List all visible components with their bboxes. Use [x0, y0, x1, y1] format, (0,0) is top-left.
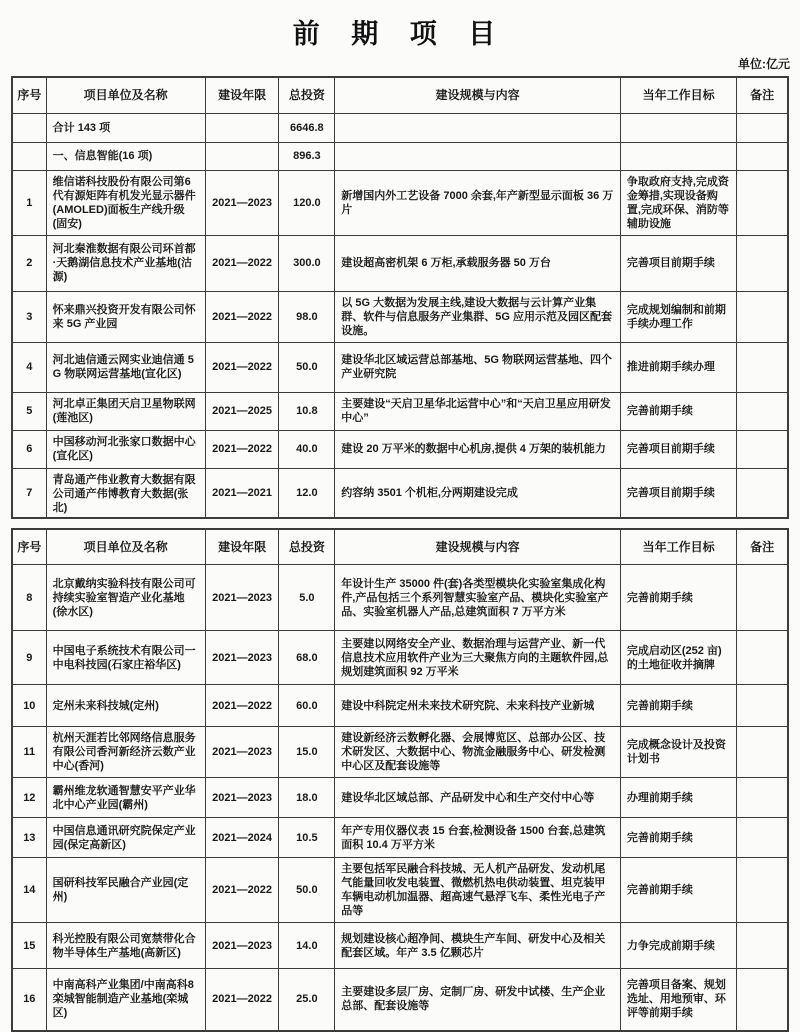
cell-goal: 力争完成前期手续 — [620, 923, 736, 969]
projects-table-1 — [11, 76, 789, 519]
cell-investment: 10.5 — [279, 818, 335, 858]
cell-goal: 完成概念设计及投资计划书 — [620, 727, 736, 778]
cell-investment: 50.0 — [279, 342, 335, 392]
table-row — [12, 969, 788, 1031]
cell-years: 2021—2022 — [205, 685, 279, 727]
cell-years: 2021—2022 — [205, 969, 279, 1031]
cell-investment: 5.0 — [279, 565, 335, 631]
table-row — [12, 430, 788, 468]
table-row — [12, 291, 788, 342]
table-row — [12, 392, 788, 430]
col-header-goal: 当年工作目标 — [620, 529, 736, 565]
cell-investment: 40.0 — [279, 430, 335, 468]
col-header-seq: 序号 — [12, 529, 46, 565]
table-row — [12, 468, 788, 518]
cell-name: 怀来鼎兴投资开发有限公司怀来 5G 产业园 — [46, 291, 205, 342]
cell-name: 维信诺科技股份有限公司第6代有源矩阵有机发光显示器件(AMOLED)面板生产线升级(固安) — [46, 170, 205, 235]
cell-investment: 68.0 — [279, 631, 335, 685]
cell-seq: 4 — [12, 342, 46, 392]
cell-note — [737, 235, 788, 291]
cell-goal: 完善前期手续 — [620, 392, 736, 430]
cell-goal — [620, 142, 736, 170]
cell-content: 以 5G 大数据为发展主线,建设大数据与云计算产业集群、软件与信息服务产业集群、5G 应用示范及园区配套设施。 — [335, 291, 621, 342]
cell-content — [335, 142, 621, 170]
cell-name: 中国信息通讯研究院保定产业园(保定高新区) — [46, 818, 205, 858]
cell-note — [737, 142, 788, 170]
cell-goal: 完善项目前期手续 — [620, 468, 736, 518]
col-header-content: 建设规模与内容 — [335, 529, 621, 565]
cell-content: 建设华北区域总部、产品研发中心和生产交付中心等 — [335, 778, 621, 818]
cell-note — [737, 778, 788, 818]
cell-name: 一、信息智能(16 项) — [46, 142, 205, 170]
cell-investment: 25.0 — [279, 969, 335, 1031]
cell-seq: 13 — [12, 818, 46, 858]
cell-note — [737, 291, 788, 342]
summary-row-category — [12, 142, 788, 170]
cell-name: 青岛通产伟业教育大数据有限公司通产伟博教育大数据(张北) — [46, 468, 205, 518]
cell-investment: 300.0 — [279, 235, 335, 291]
cell-seq: 2 — [12, 235, 46, 291]
cell-years — [205, 113, 279, 142]
cell-name: 合计 143 项 — [46, 113, 205, 142]
document-page — [0, 12, 800, 1020]
cell-investment: 98.0 — [279, 291, 335, 342]
cell-content: 规划建设核心超净间、模块生产车间、研发中心及相关配套区域。年产 3.5 亿颗芯片 — [335, 923, 621, 969]
cell-goal: 推进前期手续办理 — [620, 342, 736, 392]
cell-years: 2021—2023 — [205, 631, 279, 685]
cell-name: 国研科技军民融合产业园(定州) — [46, 858, 205, 923]
page-title: 前 期 项 目 — [292, 19, 508, 49]
cell-years: 2021—2022 — [205, 342, 279, 392]
cell-note — [737, 565, 788, 631]
cell-name: 杭州天涯若比邻网络信息服务有限公司香河新经济云数产业中心(香河) — [46, 727, 205, 778]
col-header-investment: 总投资 — [279, 529, 335, 565]
cell-years: 2021—2022 — [205, 430, 279, 468]
table-row — [12, 858, 788, 923]
cell-years: 2021—2024 — [205, 818, 279, 858]
cell-years: 2021—2023 — [205, 727, 279, 778]
cell-seq: 5 — [12, 392, 46, 430]
table-row — [12, 170, 788, 235]
cell-investment: 120.0 — [279, 170, 335, 235]
table-header-row — [12, 77, 788, 113]
cell-seq: 16 — [12, 969, 46, 1031]
cell-goal: 完成规划编制和前期手续办理工作 — [620, 291, 736, 342]
col-header-seq: 序号 — [12, 77, 46, 113]
cell-investment: 10.8 — [279, 392, 335, 430]
cell-note — [737, 113, 788, 142]
cell-content: 建设中科院定州未来技术研究院、未来科技产业新城 — [335, 685, 621, 727]
cell-investment: 60.0 — [279, 685, 335, 727]
cell-seq — [12, 113, 46, 142]
cell-seq: 10 — [12, 685, 46, 727]
cell-note — [737, 430, 788, 468]
cell-years: 2021—2021 — [205, 468, 279, 518]
cell-name: 霸州维龙软通智慧安平产业华北中心产业园(霸州) — [46, 778, 205, 818]
cell-years: 2021—2023 — [205, 778, 279, 818]
cell-content: 年设计生产 35000 件(套)各类型模块化实验室集成化构件,产品包括三个系列智慧实验室产品、模块化实验室产品、实验室机器人产品,总建筑面积 7 万平方米 — [335, 565, 621, 631]
cell-goal: 完善项目备案、规划选址、用地预审、环评等前期手续 — [620, 969, 736, 1031]
cell-note — [737, 727, 788, 778]
cell-seq: 1 — [12, 170, 46, 235]
cell-investment: 50.0 — [279, 858, 335, 923]
col-header-investment: 总投资 — [279, 77, 335, 113]
cell-content: 主要建设“天启卫星华北运营中心”和“天启卫星应用研发中心” — [335, 392, 621, 430]
unit-note: 单位:亿元 — [738, 57, 790, 71]
cell-goal: 完善项目前期手续 — [620, 235, 736, 291]
cell-note — [737, 818, 788, 858]
cell-seq: 9 — [12, 631, 46, 685]
cell-investment: 15.0 — [279, 727, 335, 778]
cell-note — [737, 631, 788, 685]
cell-content: 主要建以网络安全产业、数据治理与运营产业、新一代信息技术应用软件产业为三大聚焦方向的主题软件园,总规划建筑面积 92 万平米 — [335, 631, 621, 685]
table-row — [12, 685, 788, 727]
cell-seq: 8 — [12, 565, 46, 631]
cell-note — [737, 392, 788, 430]
cell-goal — [620, 113, 736, 142]
cell-years: 2021—2022 — [205, 858, 279, 923]
cell-content: 主要包括军民融合科技城、无人机产品研发、发动机尾气能量回收发电装置、微燃机热电供动装置、坦克装甲车辆电动机加温器、超高速气悬浮飞车、柔性光电子产品等 — [335, 858, 621, 923]
summary-row-total — [12, 113, 788, 142]
cell-content: 约容纳 3501 个机柜,分两期建设完成 — [335, 468, 621, 518]
cell-content: 建设华北区域运营总部基地、5G 物联网运营基地、四个产业研究院 — [335, 342, 621, 392]
cell-content: 年产专用仪器仪表 15 台套,检测设备 1500 台套,总建筑面积 10.4 万平方米 — [335, 818, 621, 858]
table-row — [12, 727, 788, 778]
cell-seq — [12, 142, 46, 170]
table-header-row — [12, 529, 788, 565]
cell-goal: 争取政府支持,完成资金筹措,实现设备购置,完成环保、消防等辅助设施 — [620, 170, 736, 235]
col-header-goal: 当年工作目标 — [620, 77, 736, 113]
cell-investment: 6646.8 — [279, 113, 335, 142]
cell-investment: 14.0 — [279, 923, 335, 969]
cell-years: 2021—2022 — [205, 235, 279, 291]
cell-content: 建设 20 万平米的数据中心机房,提供 4 万架的装机能力 — [335, 430, 621, 468]
cell-note — [737, 170, 788, 235]
table-row — [12, 565, 788, 631]
cell-note — [737, 685, 788, 727]
table-row — [12, 342, 788, 392]
cell-name: 河北迪信通云网实业迪信通 5G 物联网运营基地(宣化区) — [46, 342, 205, 392]
cell-seq: 7 — [12, 468, 46, 518]
cell-years: 2021—2022 — [205, 291, 279, 342]
cell-years: 2021—2025 — [205, 392, 279, 430]
cell-content: 建设超高密机架 6 万柜,承载服务器 50 万台 — [335, 235, 621, 291]
cell-seq: 12 — [12, 778, 46, 818]
cell-goal: 完善前期手续 — [620, 818, 736, 858]
cell-content — [335, 113, 621, 142]
cell-seq: 14 — [12, 858, 46, 923]
cell-note — [737, 468, 788, 518]
cell-content: 建设新经济云数孵化器、会展博览区、总部办公区、技术研发区、大数据中心、物流金融服务中心、研发检测中心区及配套设施等 — [335, 727, 621, 778]
cell-note — [737, 923, 788, 969]
cell-seq: 3 — [12, 291, 46, 342]
cell-goal: 完善前期手续 — [620, 858, 736, 923]
table-row — [12, 631, 788, 685]
cell-name: 定州未来科技城(定州) — [46, 685, 205, 727]
table-row — [12, 235, 788, 291]
cell-name: 北京戴纳实验科技有限公司可持续实验室智造产业化基地(徐水区) — [46, 565, 205, 631]
cell-years — [205, 142, 279, 170]
cell-investment: 896.3 — [279, 142, 335, 170]
col-header-name: 项目单位及名称 — [46, 77, 205, 113]
cell-years: 2021—2023 — [205, 923, 279, 969]
cell-goal: 完成启动区(252 亩)的土地征收并摘牌 — [620, 631, 736, 685]
cell-investment: 18.0 — [279, 778, 335, 818]
cell-name: 河北卓正集团天启卫星物联网(莲池区) — [46, 392, 205, 430]
cell-years: 2021—2023 — [205, 170, 279, 235]
cell-goal: 办理前期手续 — [620, 778, 736, 818]
cell-name: 中国电子系统技术有限公司一中电科技园(石家庄裕华区) — [46, 631, 205, 685]
cell-note — [737, 858, 788, 923]
cell-content: 主要建设多层厂房、定制厂房、研发中试楼、生产企业总部、配套设施等 — [335, 969, 621, 1031]
col-header-content: 建设规模与内容 — [335, 77, 621, 113]
projects-table-2 — [11, 528, 789, 1032]
cell-note — [737, 969, 788, 1031]
cell-investment: 12.0 — [279, 468, 335, 518]
cell-seq: 6 — [12, 430, 46, 468]
cell-name: 中南高科产业集团/中南高科8 栾城智能制造产业基地(栾城区) — [46, 969, 205, 1031]
cell-content: 新增国内外工艺设备 7000 余套,年产新型显示面板 36 万片 — [335, 170, 621, 235]
col-header-years: 建设年限 — [205, 529, 279, 565]
cell-seq: 15 — [12, 923, 46, 969]
cell-name: 中国移动河北张家口数据中心(宣化区) — [46, 430, 205, 468]
cell-note — [737, 342, 788, 392]
cell-years: 2021—2023 — [205, 565, 279, 631]
col-header-years: 建设年限 — [205, 77, 279, 113]
col-header-note: 备注 — [737, 77, 788, 113]
col-header-note: 备注 — [737, 529, 788, 565]
cell-goal: 完善前期手续 — [620, 685, 736, 727]
table-row — [12, 818, 788, 858]
col-header-name: 项目单位及名称 — [46, 529, 205, 565]
cell-goal: 完善前期手续 — [620, 565, 736, 631]
cell-name: 河北秦淮数据有限公司环首都·天鹅湖信息技术产业基地(沽源) — [46, 235, 205, 291]
cell-goal: 完善项目前期手续 — [620, 430, 736, 468]
table-row — [12, 778, 788, 818]
cell-seq: 11 — [12, 727, 46, 778]
cell-name: 科光控股有限公司宽禁带化合物半导体生产基地(高新区) — [46, 923, 205, 969]
table-row — [12, 923, 788, 969]
